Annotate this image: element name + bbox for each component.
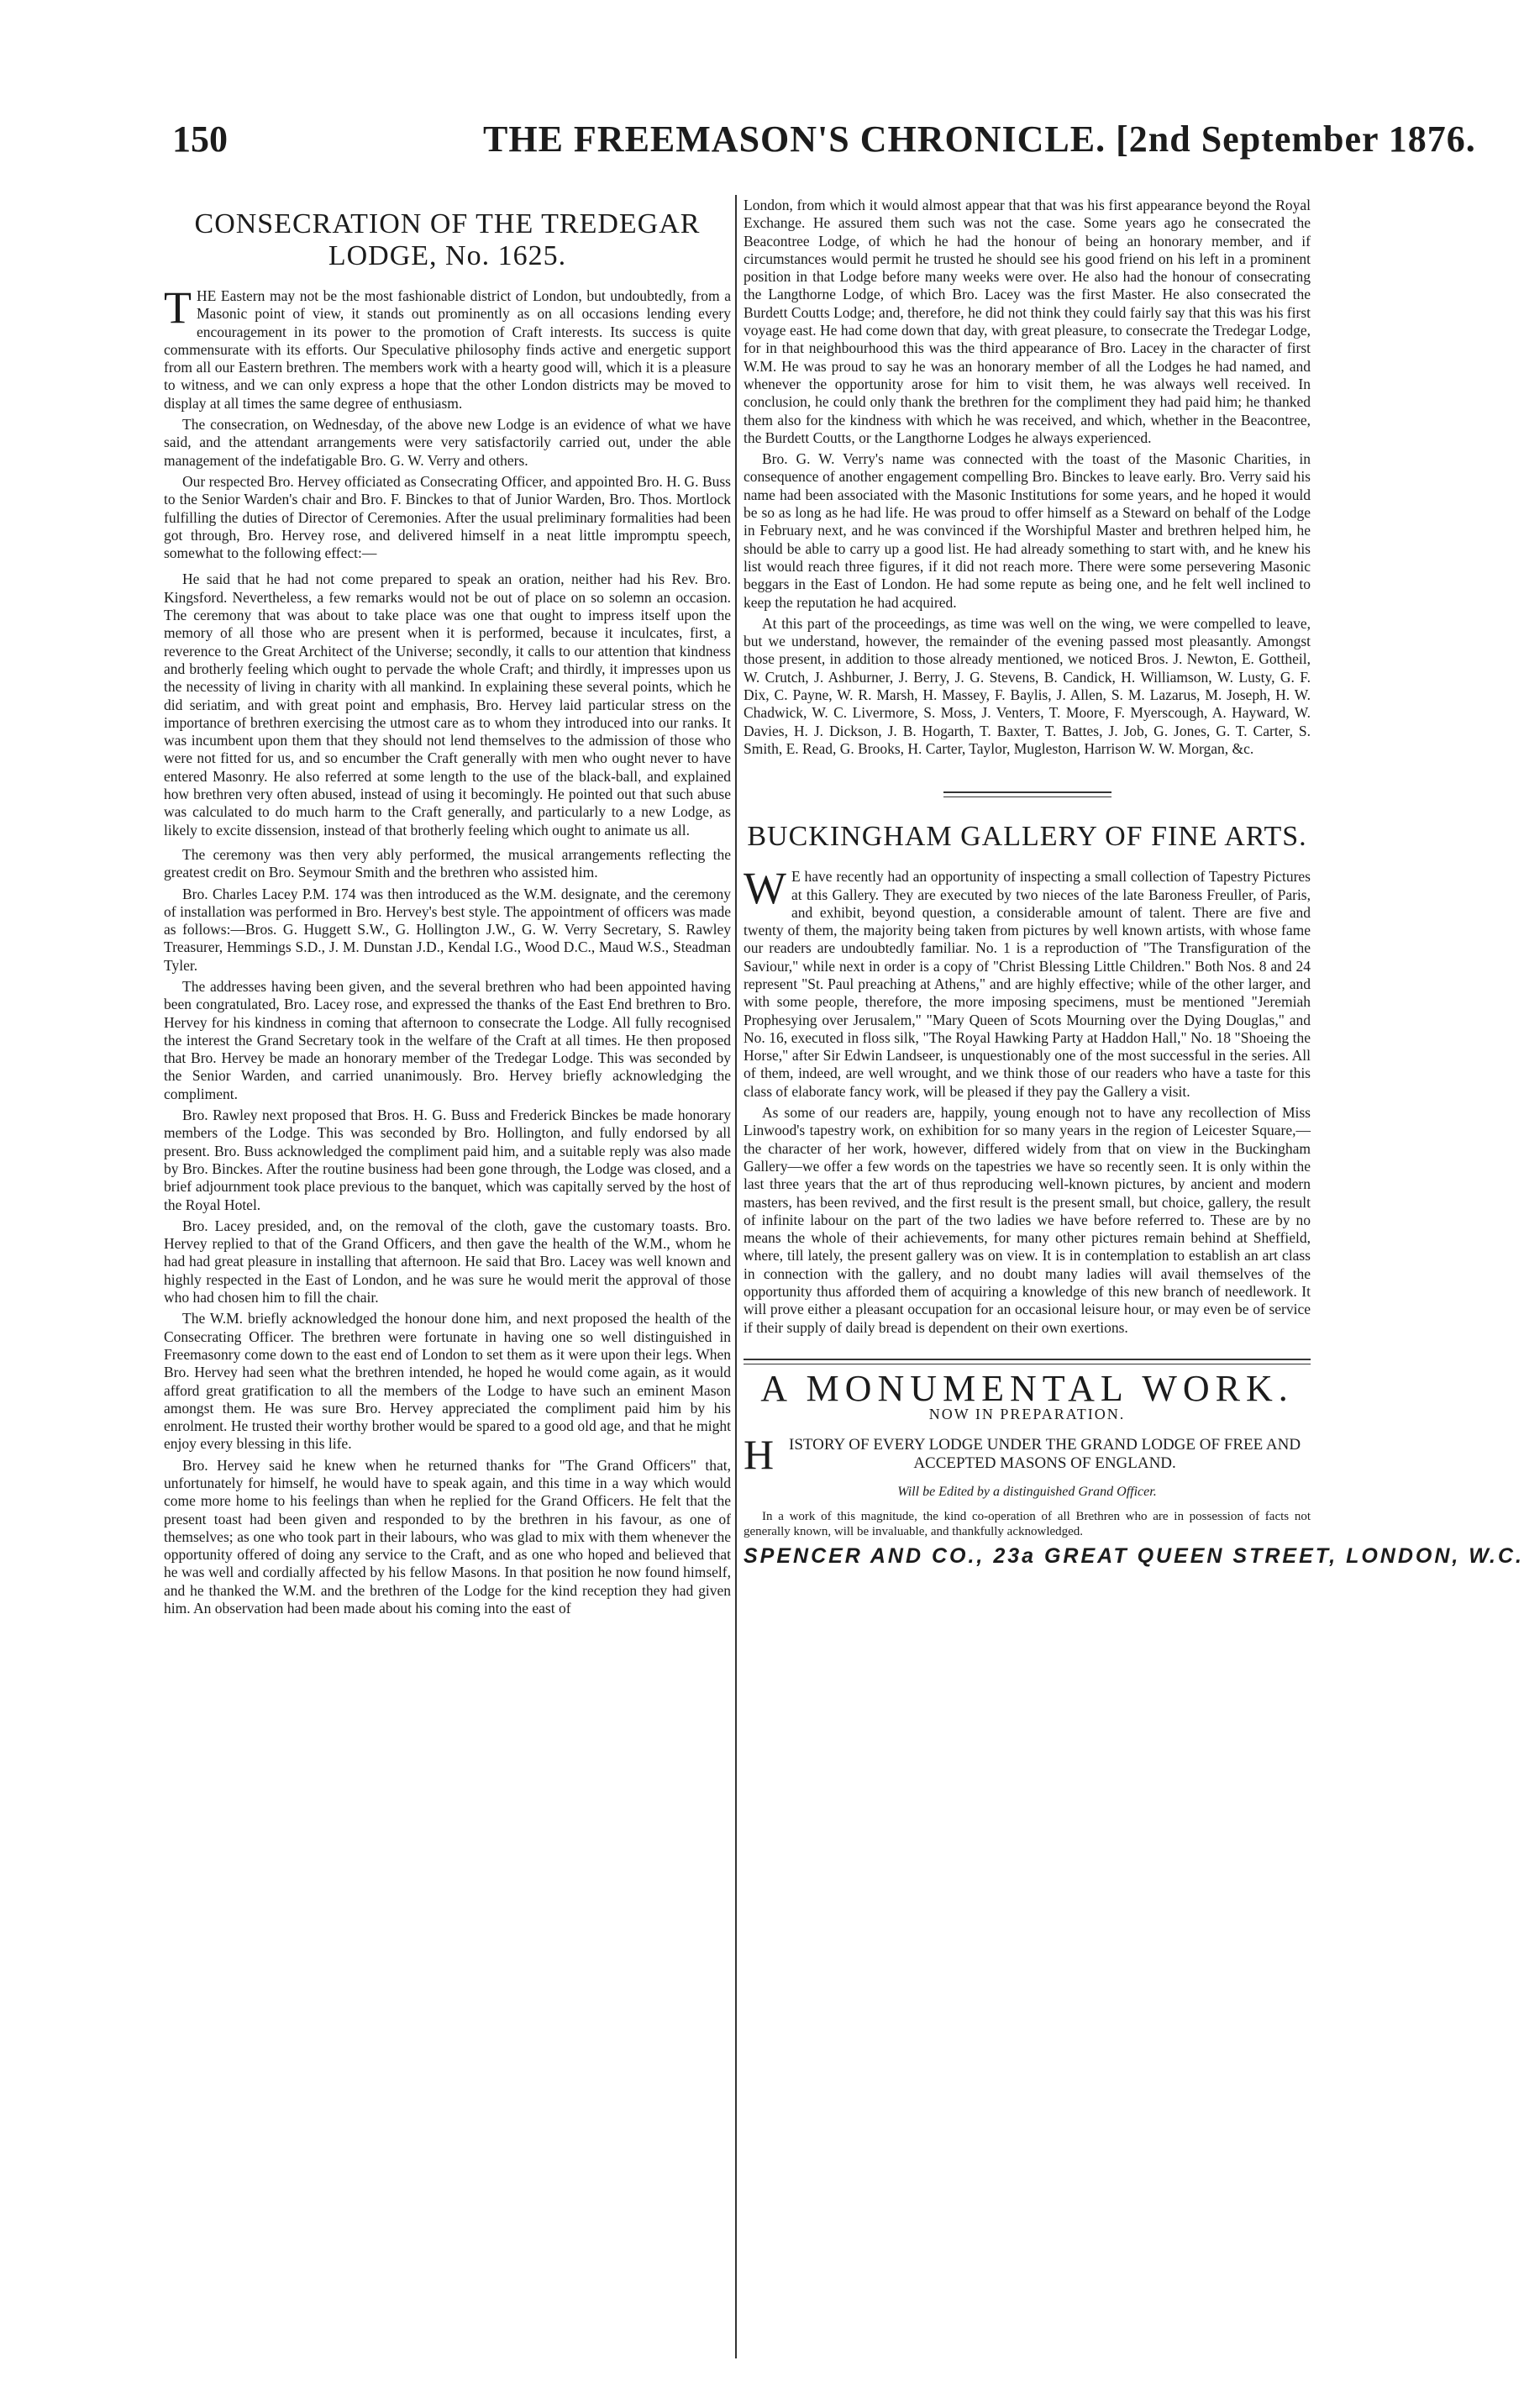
article-paragraph: Bro. Hervey said he knew when he returned thanks for "The Grand Officers" that, unfortunately for himself, he would have to speak again, and this time in a way which would come more home to his feelings than when he replied for the Grand Officers. He felt that the present toast had been given and responded to by the brethren in his favour, as one of themselves; as one who took part in their labours, who was glad to mix with them whenever the opportunity offered of doing any service to the Craft, and as one who hoped and believed that he was well and cordially affected by his fellow Masons. In that position he now found himself, and he thanked the W.M. and the brethren of the Lodge for the kind reception they had given him. An observation had been made about his coming into the east of — [164, 1456, 731, 1617]
article-paragraph: The ceremony was then very ably performed, the musical arrangements reflecting the greatest credit on Bro. Seymour Smith and the brethren who assisted him. — [164, 845, 731, 881]
column-divider — [735, 195, 737, 2358]
article-headline-buckingham: BUCKINGHAM GALLERY OF FINE ARTS. — [747, 821, 1307, 853]
article-paragraph: He said that he had not come prepared to speak an oration, neither had his Rev. Bro. Kingsford. Nevertheless, a few remarks would not be out of place on so solemn an occasion. The ceremony that was about to take place was one that ought to impress itself upon the memory of all those who are present when it is performed, because it inculcates, first, a reverence to the Great Architect of the Universe; secondly, it calls to our attention that kindness and brotherly feeling which ought to pervade the whole Craft; and thirdly, it impresses upon us the necessity of living in charity with all mankind. In explaining these several points, which he did seriatim, and with great point and emphasis, Bro. Hervey laid particular stress on the importance of brethren exercising the utmost care as to whom they introduced into our ranks. It was incumbent upon them that they should not lend themselves to the admission of those who were not fitted for us, and so encumber the Craft generally with men who ought never to have entered Masonry. He also referred at some length to the use of the black-ball, and explained how brethren very often abused, instead of using it becomingly. He pointed out that such abuse was calculated to do much harm to the Craft generally, and particularly to a new Lodge, as likely to excite dissension, instead of that brotherly feeling which ought to animate us all. — [164, 570, 731, 839]
advert-rule — [744, 1359, 1311, 1364]
page-number: 150 — [172, 118, 228, 160]
advert-body — [744, 1430, 1311, 1478]
drop-cap: T — [164, 282, 192, 333]
article-paragraph: Bro. Lacey presided, and, on the removal of the cloth, gave the customary toasts. Bro. Hervey replied to that of the Grand Officers, and then gave the health of the W.M., whom he had had great pleasure in installing that afternoon. He said that Bro. Lacey was well known and highly respected in the East of London, and he was sure he would merit the approval of those who had chosen him to fill the chair. — [164, 1217, 731, 1307]
advert-body-text: ISTORY OF EVERY LODGE UNDER THE GRAND LODGE OF FREE AND ACCEPTED MASONS OF ENGLAND. — [789, 1435, 1301, 1472]
article-paragraph: At this part of the proceedings, as time was well on the wing, we were compelled to leave, but we understand, however, the remainder of the evening passed most pleasantly. Amongst those present, in addition to those already mentioned, we noticed Bros. J. Newton, E. Gottheil, W. Crutch, J. Ashburner, J. Berry, J. G. Stevens, B. Candick, H. Williamson, W. Lusty, G. F. Dix, C. Payne, W. R. Marsh, H. Massey, F. Baylis, J. Allen, S. M. Lazarus, M. Joseph, H. W. Chadwick, W. C. Livermore, S. Moss, J. Venters, T. Moore, F. Myerscough, A. Hayward, W. Davies, H. J. Dickson, J. B. Hogarth, T. Baxter, T. Battes, J. Job, G. Jones, G. T. Carter, S. Smith, E. Read, G. Brooks, H. Carter, Taylor, Mugleston, Harrison W. W. Morgan, &c. — [744, 614, 1311, 757]
drop-cap: W — [744, 863, 786, 914]
advert-note: In a work of this magnitude, the kind co-operation of all Brethren who are in possession of facts not generally known, will be invaluable, and thankfully acknowledged. — [744, 1509, 1311, 1538]
drop-cap: H — [744, 1430, 775, 1478]
article-paragraph: Bro. Rawley next proposed that Bros. H. G. Buss and Frederick Binckes be made honorary members of the Lodge. This was seconded by Bro. Hollington, and fully endorsed by all present. Bro. Buss acknowledged the compliment paid him, and a suitable reply was also made by Bro. Binckes. After the routine business had been gone through, the Lodge was closed, and a brief adjournment took place previous to the banquet, which was capitally served by the host of the Royal Hotel. — [164, 1107, 731, 1213]
section-rule — [943, 791, 1111, 797]
column-left — [164, 197, 731, 2348]
page-header — [172, 118, 1476, 168]
article-paragraph: As some of our readers are, happily, young enough not to have any recollection of Miss Linwood's tapestry work, on exhibition for so many years in the region of Leicester Square,—the character of her work, however, differed widely from that on view in the Buckingham Gallery—we offer a few words on the tapestries we have so recently seen. It is only within the last three years that the art of thus reproducing well-known pictures, by ancient and modern masters, has been revived, and the first result is the present small, but choice, gallery, the result of infinite labour on the part of the two ladies we have before referred to. These are by no means the whole of their achievements, for many other pictures remain behind at Sheffield, where, till lately, the present gallery was on view. It is in contemplation to establish an art class in connection with the gallery, and no doubt many ladies will avail themselves of the opportunity thus afforded them of acquiring a knowledge of this new branch of needlework. It will prove either a pleasant occupation for an occasional leisure hour, or may even be of service if their supply of daily bread is dependent on their own exertions. — [744, 1104, 1311, 1336]
issue-date: [2nd September 1876. — [1116, 118, 1476, 160]
advert-title: A MONUMENTAL WORK. — [760, 1367, 1294, 1409]
article-paragraph — [744, 863, 1311, 1101]
advert-subtitle: NOW IN PREPARATION. — [928, 1406, 1126, 1423]
article-paragraph: The addresses having been given, and the several brethren who had been appointed having been congratulated, Bro. Lacey rose, and expressed the thanks of the East End brethren to Bro. Hervey for his kindness in coming that afternoon to consecrate the Lodge. All fully recognised the interest the Grand Secretary took in the welfare of the Craft at all times. He then proposed that Bro. Hervey be made an honorary member of the Tredegar Lodge. This was seconded by the Senior Warden, and carried unanimously. Bro. Hervey briefly acknowledging the compliment. — [164, 977, 731, 1102]
paragraph-text: E have recently had an opportunity of inspecting a small collection of Tapestry Pictures at this Gallery. They are executed by two nieces of the late Baroness Freuller, of Paris, and exhibit, beyond question, a considerable amount of talent. There are five and twenty of them, the majority being taken from pictures by well known artists, with whose fame our readers are undoubtedly familiar. No. 1 is a reproduction of "The Transfiguration of the Saviour," while next in order is a copy of "Christ Blessing Little Children." Both Nos. 8 and 24 represent "St. Paul preaching at Athens," and are highly effective; while of the other larger, and with some people, therefore, the more imposing specimens, must be mentioned "Jeremiah Prophesying over Jerusalem," "Mary Queen of Scots Mourning over the Dying Douglas," and No. 16, executed in floss silk, "The Royal Hawking Party at Haddon Hall," No. 18 "Shoeing the Horse," after Sir Edwin Landseer, is unquestionably one of the most successful in the series. All of them, indeed, are well wrought, and we think those of our readers who have a taste for this class of elaborate fancy work, will be pleased if they pay the Gallery a visit. — [744, 868, 1311, 1100]
advertisement — [744, 1367, 1524, 1568]
article-paragraph: Our respected Bro. Hervey officiated as Consecrating Officer, and appointed Bro. H. G. Buss to the Senior Warden's chair and Bro. F. Binckes to that of Junior Warden, Bro. Thos. Mortlock fulfilling the duties of Director of Ceremonies. After the usual preliminary formalities had been got through, Bro. Hervey rose, and delivered himself in a neat little impromptu speech, somewhat to the following effect:— — [164, 472, 731, 562]
article-paragraph: The consecration, on Wednesday, of the above new Lodge is an evidence of what we have said, and the attendant arrangements were very satisfactorily carried out, under the able management of the indefatigable Bro. G. W. Verry and others. — [164, 416, 731, 469]
article-paragraph: Bro. G. W. Verry's name was connected with the toast of the Masonic Charities, in consequence of another engagement compelling Bro. Binckes to leave early. Bro. Verry said his name had been associated with the Masonic Institutions for some years, and he hoped it would be so as long as he had life. He was proud to offer himself as a Steward on behalf of the Lodge in February next, and he was convinced if the Worshipful Master and brethren helped him, he should be able to carry up a good list. He had already something to start with, and he knew his list would reach three figures, if it did not reach more. There were some persevering Masonic beggars in the East of London. He had some repute as being one, and he felt well inclined to keep the reputation he had acquired. — [744, 450, 1311, 611]
article-paragraph-continued: London, from which it would almost appear that that was his first appearance beyond the Royal Exchange. He assured them such was not the case. Some years ago he consecrated the Beacontree Lodge, of which he had the honour of being an honorary member, and if circumstances would permit he trusted he should see his good friend on his left in a prominent position in that Lodge before many weeks were over. He also had the honour of consecrating the Langthorne Lodge, of which Bro. Lacey was the first Master. He also consecrated the Burdett Coutts Lodge; and, therefore, he did not think they could fairly say that this was his first voyage east. He had come down that day, with great pleasure, to consecrate the Tredegar Lodge, for in that neighbourhood this was the third appearance of Bro. Lacey in the character of first W.M. He was proud to say he was an honorary member of all the Lodges he had named, and whenever the opportunity arose for him to visit them, he was always well received. In conclusion, he could only thank the brethren for the compliment they had paid him; he thanked them also for the kindness with which he was received, and which, whether in the Beacontree, the Burdett Coutts, or the Langthorne Lodges he always experienced. — [744, 197, 1311, 446]
article-headline-tredegar: CONSECRATION OF THE TREDEGAR LODGE, No. 1625. — [194, 208, 701, 271]
advert-editor-line: Will be Edited by a distinguished Grand Officer. — [897, 1484, 1157, 1499]
article-paragraph: Bro. Charles Lacey P.M. 174 was then introduced as the W.M. designate, and the ceremony of installation was performed in Bro. Hervey's best style. The appointment of officers was made as follows:—Bros. G. Huggett S.W., G. Hollington J.W., G. W. Verry Secretary, S. Rawley Treasurer, Hemmings S.D., J. M. Dunstan J.D., Kendal I.G., Wood D.C., Maud W.S., Steadman Tyler. — [164, 885, 731, 974]
column-right — [744, 197, 1524, 2348]
paragraph-text: HE Eastern may not be the most fashionable district of London, but undoubtedly, from a Masonic point of view, it stands out prominently as on all occasions lending every encouragement in its power to the promotion of Craft interests. Its success is quite commensurate with its efforts. Our Speculative philosophy finds active and energetic support from all our Eastern brethren. The members work with a hearty good will, which it is a pleasure to witness, and we can only express a hope that the other London districts may be moved to display at all times the same degree of enthusiasm. — [164, 287, 731, 412]
masthead-title: THE FREEMASON'S CHRONICLE. — [483, 118, 1106, 160]
masthead — [483, 118, 1476, 160]
publisher-line: SPENCER AND CO., 23a GREAT QUEEN STREET, LONDON, W.C. — [744, 1543, 1524, 1568]
article-paragraph — [164, 282, 731, 413]
article-paragraph: The W.M. briefly acknowledged the honour done him, and next proposed the health of the Consecrating Officer. The brethren were fortunate in having one so well distinguished in Freemasonry come down to the east end of London to set them as it were upon their legs. When Bro. Hervey had seen what the brethren intended, he hoped he would come again, as it would afford great gratification to all the members of the Lodge to have such an eminent Mason amongst them. He was sure Bro. Hervey appreciated the compliment paid him by his enrolment. He trusted their worthy brother would be spared to a good old age, and that he might enjoy every blessing in this life. — [164, 1310, 731, 1453]
